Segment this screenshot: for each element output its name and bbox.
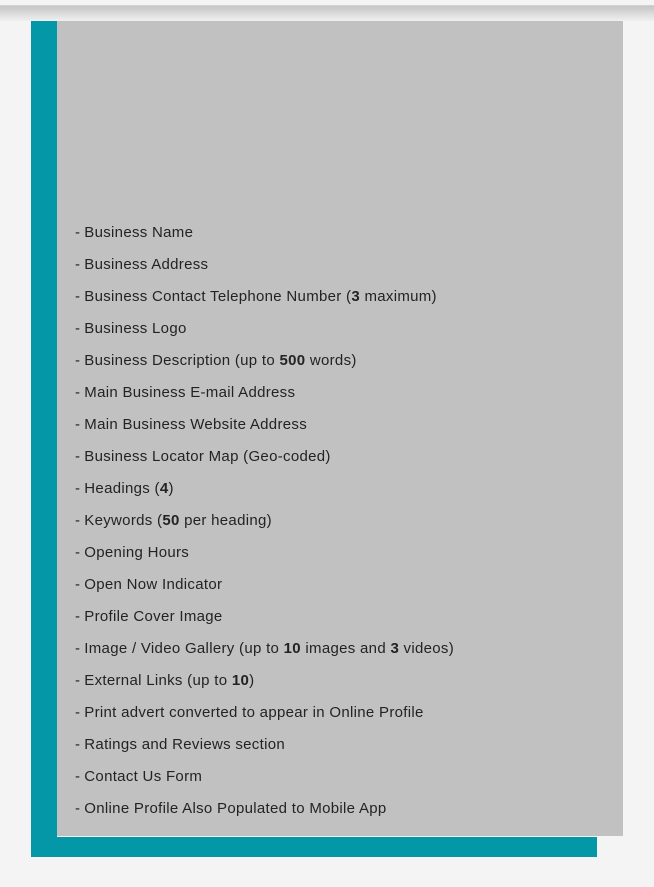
item-bold-value: 50 <box>162 512 180 529</box>
bullet-dash: - <box>75 320 81 337</box>
bullet-dash: - <box>75 416 81 433</box>
list-item <box>75 761 613 793</box>
item-text: Keywords ( <box>84 512 163 529</box>
list-item <box>75 537 613 569</box>
item-bold-value: 3 <box>351 288 360 305</box>
item-bold-value: 4 <box>159 480 169 497</box>
bullet-dash: - <box>75 608 81 625</box>
item-text: Profile Cover Image <box>84 608 223 625</box>
bullet-dash: - <box>75 672 81 689</box>
feature-list <box>75 217 613 825</box>
list-item <box>75 441 613 473</box>
list-item <box>75 217 613 249</box>
bullet-dash: - <box>75 512 81 529</box>
item-text: Business Address <box>84 256 209 273</box>
item-text: Contact Us Form <box>84 768 203 785</box>
accent-bar-bottom <box>31 837 597 857</box>
content-panel <box>57 21 623 836</box>
list-item <box>75 729 613 761</box>
accent-stripe-left <box>31 21 57 857</box>
list-item <box>75 473 613 505</box>
list-item <box>75 249 613 281</box>
item-text: Business Name <box>84 224 194 241</box>
list-item <box>75 569 613 601</box>
item-text: Online Profile Also Populated to Mobile App <box>84 800 387 817</box>
list-item <box>75 793 613 825</box>
list-item <box>75 281 613 313</box>
item-bold-value: 500 <box>279 352 306 369</box>
item-text: Headings ( <box>84 480 160 497</box>
bullet-dash: - <box>75 800 81 817</box>
bullet-dash: - <box>75 288 81 305</box>
list-item <box>75 697 613 729</box>
item-text: Opening Hours <box>84 544 190 561</box>
list-item <box>75 409 613 441</box>
list-item <box>75 345 613 377</box>
list-item <box>75 505 613 537</box>
list-item <box>75 377 613 409</box>
item-text: words) <box>305 352 357 369</box>
item-text: Open Now Indicator <box>84 576 223 593</box>
item-bold-value: 10 <box>231 672 250 689</box>
item-text: Main Business E-mail Address <box>84 384 296 401</box>
bullet-dash: - <box>75 736 81 753</box>
list-item <box>75 313 613 345</box>
item-text: Business Locator Map (Geo-coded) <box>84 448 331 465</box>
bullet-dash: - <box>75 576 81 593</box>
list-item <box>75 633 613 665</box>
bullet-dash: - <box>75 448 81 465</box>
item-text: Business Description (up to <box>84 352 280 369</box>
item-text: Main Business Website Address <box>84 416 307 433</box>
list-item <box>75 665 613 697</box>
bullet-dash: - <box>75 640 81 657</box>
item-text: Print advert converted to appear in Online Profile <box>84 704 424 721</box>
bullet-dash: - <box>75 384 81 401</box>
bullet-dash: - <box>75 256 81 273</box>
bullet-dash: - <box>75 544 81 561</box>
item-text: maximum) <box>359 288 437 305</box>
bullet-dash: - <box>75 704 81 721</box>
window-top-bar <box>0 5 654 21</box>
item-text: External Links (up to <box>84 672 232 689</box>
bullet-dash: - <box>75 224 81 241</box>
list-item <box>75 601 613 633</box>
item-text: videos) <box>399 640 455 657</box>
item-text: ) <box>249 672 255 689</box>
item-text: images and <box>300 640 391 657</box>
item-bold-value: 3 <box>390 640 400 657</box>
bullet-dash: - <box>75 768 81 785</box>
item-text: per heading) <box>179 512 272 529</box>
item-text: Business Logo <box>84 320 187 337</box>
item-text: Image / Video Gallery (up to <box>84 640 284 657</box>
bullet-dash: - <box>75 352 81 369</box>
bullet-dash: - <box>75 480 81 497</box>
item-text: Ratings and Reviews section <box>84 736 285 753</box>
item-bold-value: 10 <box>283 640 301 657</box>
item-text: ) <box>168 480 174 497</box>
item-text: Business Contact Telephone Number ( <box>84 288 352 305</box>
